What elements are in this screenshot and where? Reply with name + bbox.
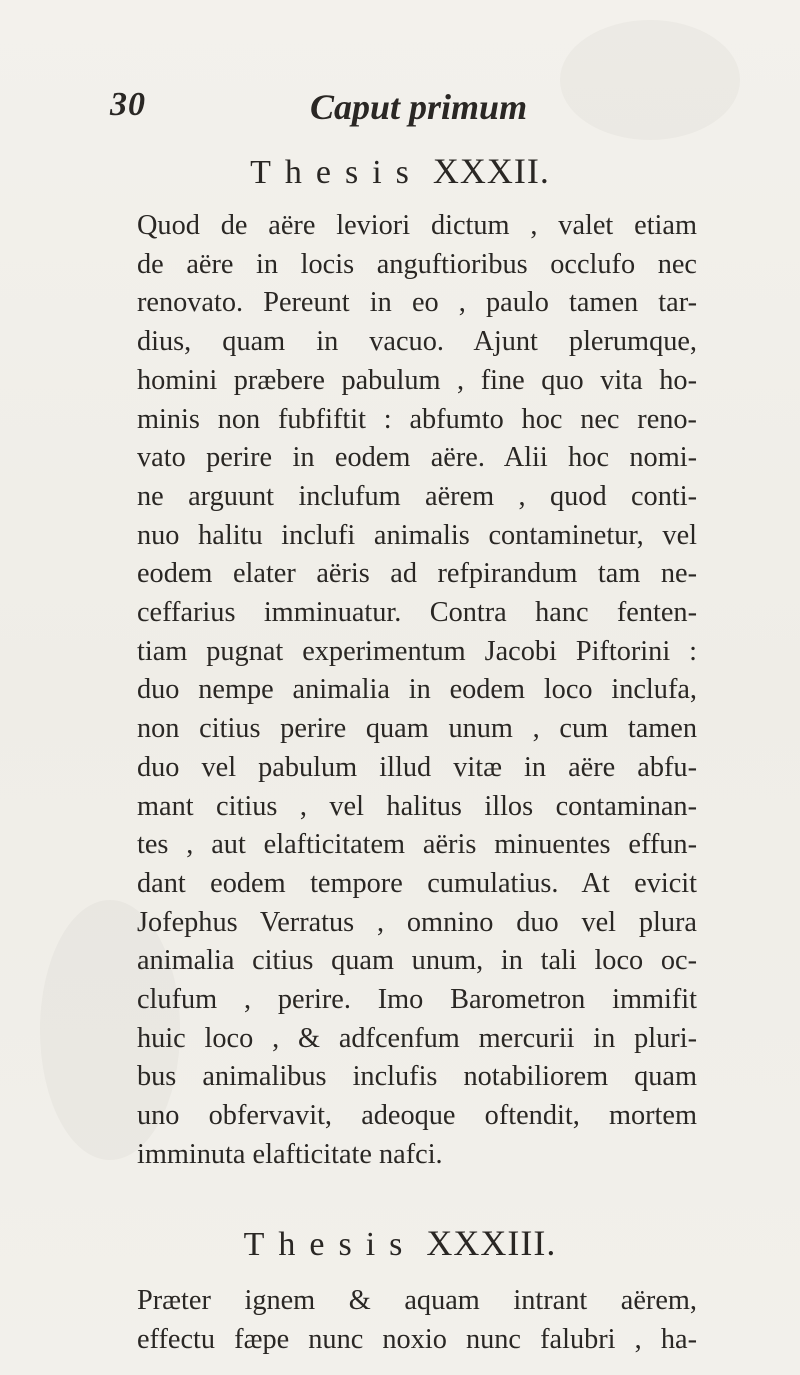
text-line: huic loco , & adfcenfum mercurii in pluri- <box>137 1022 697 1054</box>
text-line: homini præbere pabulum , fine quo vita ho- <box>137 364 697 396</box>
text-line: vato perire in eodem aëre. Alii hoc nomi- <box>137 442 697 474</box>
text-line: animalia citius quam unum, in tali loco oc- <box>137 945 697 977</box>
text-line: uno obfervavit, adeoque oftendit, mortem <box>137 1100 697 1132</box>
thesis-heading <box>0 1222 800 1264</box>
running-head <box>110 86 710 130</box>
text-line: effectu fæpe nunc noxio nunc falubri , ha- <box>137 1323 697 1355</box>
text-line: dant eodem tempore cumulatius. At evicit <box>137 867 697 899</box>
text-line: de aëre in locis anguftioribus occlufo nec <box>137 248 697 280</box>
text-line: eodem elater aëris ad refpirandum tam ne- <box>137 558 697 590</box>
text-line: mant citius , vel halitus illos contaminan- <box>137 790 697 822</box>
thesis-heading <box>0 150 800 192</box>
thesis-word: Thesis <box>250 154 423 191</box>
thesis-paragraph <box>137 207 697 1175</box>
text-line: ne arguunt inclufum aërem , quod conti- <box>137 480 697 512</box>
text-line: nuo halitu inclufi animalis contaminetur, vel <box>137 519 697 551</box>
text-line: duo vel pabulum illud vitæ in aëre abfu- <box>137 751 697 783</box>
text-line: renovato. Pereunt in eo , paulo tamen tar- <box>137 287 697 319</box>
text-line: Quod de aëre leviori dictum , valet etiam <box>137 210 697 241</box>
text-line: dius, quam in vacuo. Ajunt plerumque, <box>137 326 697 358</box>
thesis-numeral: XXXII. <box>432 151 550 191</box>
text-line: Jofephus Verratus , omnino duo vel plura <box>137 906 697 938</box>
text-line: clufum , perire. Imo Barometron immifit <box>137 984 697 1016</box>
text-line: bus animalibus inclufis notabiliorem quam <box>137 1061 697 1093</box>
thesis-word: Thesis <box>243 1226 417 1263</box>
thesis-paragraph <box>137 1282 697 1359</box>
text-line: non citius perire quam unum , cum tamen <box>137 713 697 745</box>
thesis-numeral: XXXIII. <box>426 1223 557 1263</box>
running-title: Caput primum <box>310 87 528 127</box>
text-line: duo nempe animalia in eodem loco inclufa, <box>137 674 697 706</box>
text-line: imminuta elafticitate nafci. <box>137 1138 443 1170</box>
text-line: minis non fubfiftit : abfumto hoc nec reno- <box>137 403 697 435</box>
page-number: 30 <box>110 86 146 123</box>
text-line: ceffarius imminuatur. Contra hanc fenten- <box>137 597 697 629</box>
text-line: tiam pugnat experimentum Jacobi Piftorini : <box>137 635 697 667</box>
text-line: Præter ignem & aquam intrant aërem, <box>137 1285 697 1316</box>
text-line: tes , aut elafticitatem aëris minuentes effun- <box>137 829 697 861</box>
